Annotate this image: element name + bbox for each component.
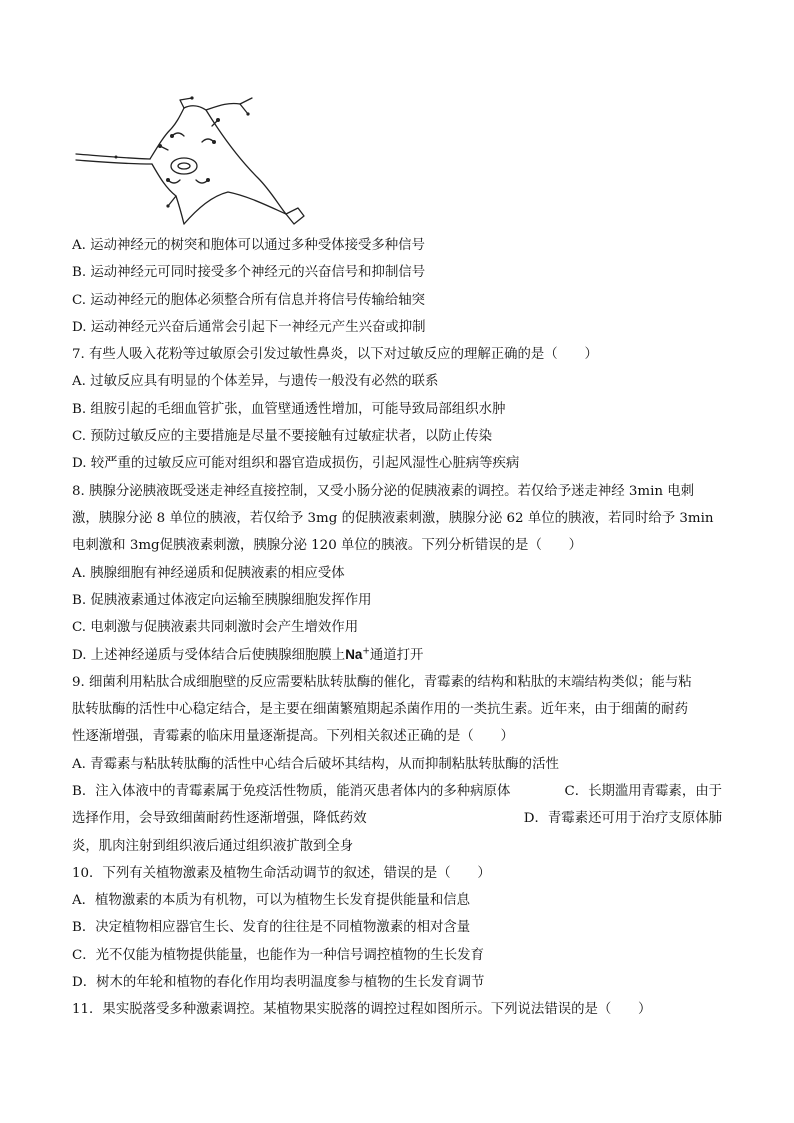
- q10-option-d: D．树木的年轮和植物的春化作用均表明温度参与植物的生长发育调节: [72, 975, 485, 991]
- ion-charge: +: [362, 646, 370, 657]
- q8-option-d-suffix: 通道打开: [369, 648, 424, 664]
- q7-option-a: A. 过敏反应具有明显的个体差异，与遗传一般没有必然的联系: [72, 374, 439, 390]
- q8-option-c: C. 电刺激与促胰液素共同刺激时会产生增效作用: [72, 620, 359, 636]
- q9-stem-line: 性逐渐增强，青霉素的临床用量逐渐提高。下列相关叙述正确的是（ ）: [72, 729, 514, 745]
- q6-option-d: D. 运动神经元兴奋后通常会引起下一神经元产生兴奋或抑制: [72, 319, 426, 335]
- q6-option-b: B. 运动神经元可同时接受多个神经元的兴奋信号和抑制信号: [72, 265, 426, 281]
- q6-option-a: A. 运动神经元的树突和胞体可以通过多种受体接受多种信号: [72, 238, 425, 253]
- q9-option-d-part1: D．青霉素还可用于治疗支原体肺: [523, 811, 722, 827]
- q8-stem-line: 电刺激和 3mg促胰液素刺激，胰腺分泌 120 单位的胰液。下列分析错误的是（ ）: [72, 538, 583, 554]
- q9-option-c-part1: C．长期滥用青霉素，由于: [564, 783, 722, 799]
- q11-stem: 11．果实脱落受多种激素调控。某植物果实脱落的调控过程如图所示。下列说法错误的是（ ）: [72, 1002, 652, 1018]
- q8-option-a: A. 胰腺细胞有神经递质和促胰液素的相应受体: [72, 565, 345, 581]
- q9-stem-line: 9. 细菌利用粘肽合成细胞壁的反应需要粘肽转肽酶的催化，青霉素的结构和粘肽的末端结构类似；能与粘: [72, 674, 692, 690]
- q8-option-d-prefix: D. 上述神经递质与受体结合后使胰腺细胞膜上: [72, 648, 346, 664]
- sodium-ion: Na: [345, 647, 363, 663]
- q10-option-b: B．决定植物相应器官生长、发育的往往是不同植物激素的相对含量: [72, 920, 471, 936]
- q9-stem-line: 肽转肽酶的活性中心稳定结合，是主要在细菌繁殖期起杀菌作用的一类抗生素。近年来，由于细菌的耐药: [72, 702, 688, 718]
- q9-options-cd: [72, 805, 722, 832]
- q7-option-b: B. 组胺引起的毛细血管扩张，血管壁通透性增加，可能导致局部组织水肿: [72, 401, 506, 417]
- q9-option-b: B．注入体液中的青霉素属于免疫活性物质，能消灭患者体内的多种病原体: [72, 783, 511, 799]
- exam-content: [72, 232, 722, 1024]
- q8-stem-line: 8. 胰腺分泌胰液既受迷走神经直接控制，又受小肠分泌的促胰液素的调控。若仅给予迷走神经 3min 电刺: [72, 483, 695, 499]
- q8-option-b: B. 促胰液素通过体液定向运输至胰腺细胞发挥作用: [72, 592, 372, 608]
- q10-stem: 10．下列有关植物激素及植物生命活动调节的叙述，错误的是（ ）: [72, 865, 491, 881]
- q9-option-c-part2: 选择作用，会导致细菌耐药性逐渐增强，降低药效: [72, 811, 367, 827]
- q9-option-d-part2: 炎，肌肉注射到组织液后通过组织液扩散到全身: [72, 838, 354, 854]
- motor-neuron-figure: [72, 96, 308, 228]
- q6-option-c: C. 运动神经元的胞体必须整合所有信息并将信号传输给轴突: [72, 292, 426, 308]
- q10-option-c: C．光不仅能为植物提供能量，也能作为一种信号调控植物的生长发育: [72, 947, 484, 963]
- q7-option-c: C. 预防过敏反应的主要措施是尽量不要接触有过敏症状者，以防止传染: [72, 429, 492, 445]
- q10-option-a: A．植物激素的本质为有机物，可以为植物生长发育提供能量和信息: [72, 893, 470, 909]
- q7-stem: 7. 有些人吸入花粉等过敏原会引发过敏性鼻炎，以下对过敏反应的理解正确的是（ ）: [72, 347, 598, 363]
- q8-stem-line: 激，胰腺分泌 8 单位的胰液，若仅给予 3mg 的促胰液素刺激，胰腺分泌 62 单位的胰液，若同时给予 3min: [72, 510, 714, 526]
- q7-option-d: D. 较严重的过敏反应可能对组织和器官造成损伤，引起风湿性心脏病等疾病: [72, 456, 520, 472]
- q8-option-d: [72, 641, 722, 668]
- q9-options-bc: [72, 778, 722, 805]
- q9-option-a: A. 青霉素与粘肽转肽酶的活性中心结合后破坏其结构，从而抑制粘肽转肽酶的活性: [72, 756, 559, 772]
